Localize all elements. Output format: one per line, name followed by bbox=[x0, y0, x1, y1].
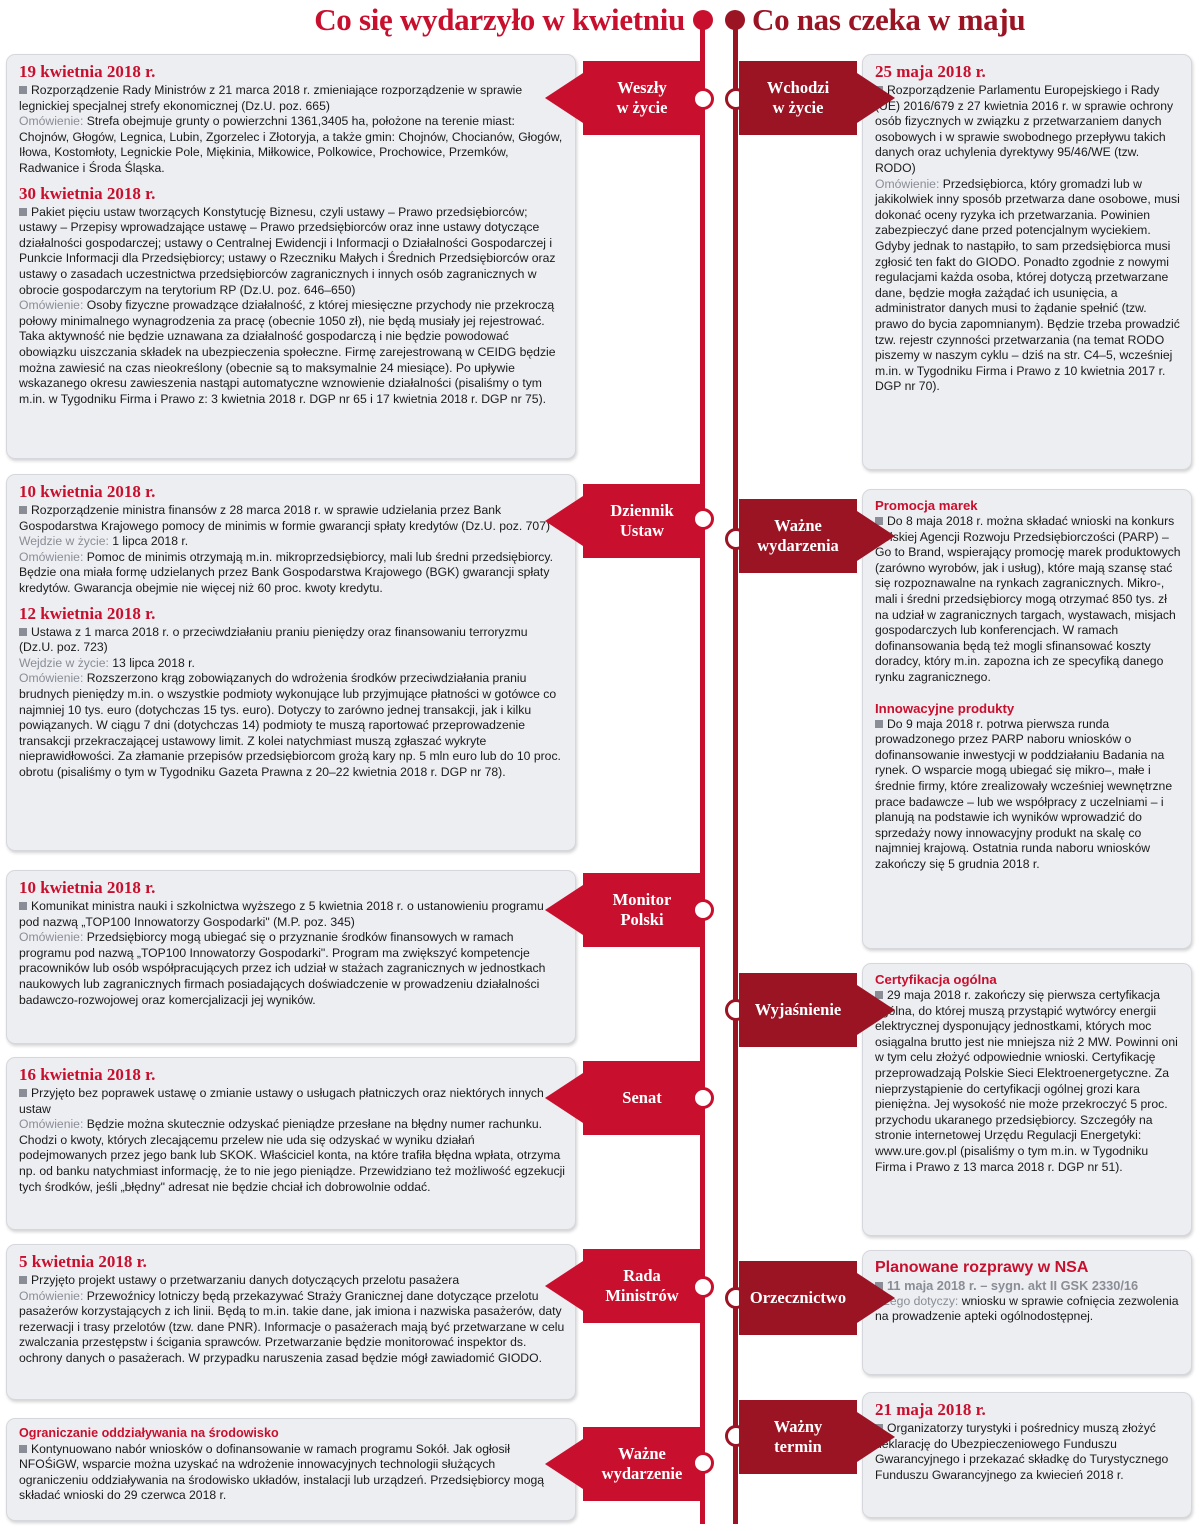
entry-text: Do 9 maja 2018 r. potrwa pierwsza runda prowadzonego przez PARP naboru wniosków o dofinansowanie inwestycji w poddziałaniu Badania na rynek. O wsparcie mogą ubiegać się mikro–, małe i średnie firmy, które zrealizowały wcześniej wewnętrzne prace badawcze – lub we współpracy z uczelniami – i planują na podstawie ich wyników wprowadzić do sprzedaży nowy innowacyjny produkt na skalę co najmniej krajową. Ostatnia runda naboru wniosków zakończy się 5 grudnia 2018 r. bbox=[875, 716, 1173, 871]
arrow-pointer-icon bbox=[857, 73, 895, 123]
timeline-node-icon bbox=[692, 508, 714, 530]
entry-omowienie: Omówienie: Rozszerzono krąg zobowiązanych do wdrożenia środków przeciwdziałania praniu brudnych pieniędzy m.in. o wszystkie podmioty wykonujące lub przyjmujące płatności w gotówce co najmniej 10 tys. euro (dotychczas 15 tys. euro). Dotyczy to zarówno jednej transakcji, jak i kilku powiązanych. W ciągu 7 dni (dotychczas 14) podmioty te muszą raportować przeprowadzenie transakcji przekraczającej ustawowy limit. Z kolei natychmiast muszą zgłaszać wykryte nieprawidłowości. Za złamanie przepisów przedsiębiorcom grożą kary np. 5 mln euro lub do 10 proc. obrotu (pisaliśmy o tym w Tygodniku Gazeta Prawna z 20–22 kwietnia 2018 r. DGP nr 78). bbox=[19, 671, 561, 779]
entry-omowienie: Omówienie: Będzie można skutecznie odzyskać pieniądze przesłane na błędny numer rachunku. Chodzi o kwoty, których zlecającemu przelew nie uda się odzyskać w wyniku działań podejmowanych przez jego bank lub SKOK. Właściciel konta, na które trafiła błędna wpłata, otrzyma np. od banku natychmiast informację, że to nie jego pieniądze. Przewidziano też możliwość egzekucji tych środków, jeśli „błędny" adresat nie będzie chciał ich dobrowolnie oddać. bbox=[19, 1117, 566, 1194]
entry-date: 25 maja 2018 r. bbox=[875, 62, 986, 81]
wchodzi-w-zycie-card bbox=[862, 54, 1192, 470]
weszly-w-zycie-card bbox=[6, 54, 576, 459]
entry-omowienie: Omówienie: Strefa obejmuje grunty o powierzchni 1361,3405 ha, położone na terenie miast: Chojnów, Głogów, Legnica, Lubin, Zgorzelec i Złotoryja, a także gmin: Chojnów, Chocianów, Głogów, Iłowa, Kostomłoty, Legnickie Pole, Miękinia, Miłkowice, Polkowice, Prochowice, Przemków, Radwanice i Środa Śląska. bbox=[19, 114, 563, 175]
senat-card bbox=[6, 1057, 576, 1230]
entry-omowienie: Omówienie: Przedsiębiorca, który gromadzi lub w jakikolwiek inny sposób przetwarza dane osobowe, musi dokonać oceny ryzyka ich przetwarzania. Powinien zabezpieczyć dane przed potencjalnym wyciekiem. Gdyby jednak to nastąpiło, to sam przedsiębiorca musi zgłosić ten fakt do GIODO. Ponadto zgodnie z nowymi regulacjami każda osoba, której dotyczą przetwarzane dane, będzie mogła zażądać ich usunięcia, a administrator danych musi to żądanie spełnić (tzw. prawo do bycia zapomnianym). Będzie trzeba prowadzić tzw. rejestr czynności przetwarzania (na temat RODO piszemy w naszym cyklu – dziś na str. C4–5, wcześniej m.in. w Tygodniku Firma i Prawo z 10 kwietnia 2017 r. DGP nr 70). bbox=[875, 176, 1180, 394]
entry-omowienie: Omówienie: Przedsiębiorcy mogą ubiegać się o przyznanie środków finansowych w ramach programu pod nazwą „TOP100 Innowatorzy Gospodarki". Program ma zwiększyć kompetencje pracowników lub osób współpracujących przez ich udział w stażach zagranicznych w jednostkach naukowych lub zagranicznych firmach posiadających doświadczenie w prowadzeniu działalności badawczo-rozwojowej oraz komercjalizacji jej wyników. bbox=[19, 930, 546, 1007]
arrow-pointer-icon bbox=[857, 1273, 895, 1323]
bullet-square-icon bbox=[875, 720, 883, 728]
right-title: Co nas czeka w maju bbox=[752, 2, 1026, 37]
entry-date: 21 maja 2018 r. bbox=[875, 1400, 986, 1419]
entry-text: Komunikat ministra nauki i szkolnictwa wyższego z 5 kwietnia 2018 r. o ustanowieniu programu pod nazwą „TOP100 Innowatorzy Gospodarki" (M.P. poz. 345) bbox=[19, 899, 544, 929]
entry-text: Rozporządzenie Parlamentu Europejskiego i Rady (UE) 2016/679 z 27 kwietnia 2016 r. w sprawie ochrony osób fizycznych w związku z przetwarzaniem danych osobowych i w sprawie swobodnego przepływu takich danych oraz uchylenia dyrektywy 95/46/WE (tzw. RODO) bbox=[875, 83, 1174, 175]
arrow-pointer-icon bbox=[545, 496, 583, 546]
tag-dziennik-ustaw: Dziennik Ustaw bbox=[583, 484, 701, 558]
wazny-termin-card bbox=[862, 1392, 1192, 1518]
wazne-wydarzenie-card bbox=[6, 1418, 576, 1521]
entry-text: Przyjęto projekt ustawy o przetwarzaniu danych dotyczących przelotu pasażera bbox=[19, 1273, 565, 1289]
entry-date: 19 kwietnia 2018 r. bbox=[19, 62, 156, 81]
entry-omowienie: Omówienie: Przewoźnicy lotniczy będą przekazywać Straży Granicznej dane dotyczące przelotu pasażerów korzystających z ich linii. Będą to m.in. takie dane, jak imiona i nazwiska pasażerów, daty rezerwacji i trasy przelotów (tzw. dane PNR). Informacje o pasażerach mają być przetwarzane w celu zwalczania przestępstw i ścigania sprawców. Przetwarzanie będzie monitorować inspektor ds. ochrony danych o pasażerach. W przypadku naruszenia zasad będzie mógł zawiadomić GIODO. bbox=[19, 1288, 565, 1365]
entry-text: Pakiet pięciu ustaw tworzących Konstytucję Biznesu, czyli ustawy – Prawo przedsiębiorców; ustawy – Przepisy wprowadzające ustawę – Prawo przedsiębiorców oraz inne ustawy dotyczące działalności gospodarczej; ustawy o Centralnej Ewidencji i Informacji o Działalności Gospodarczej i Punkcie Informacji dla Przedsiębiorcy; ustawy o Rzeczniku Małych i Średnich Przedsiębiorców oraz ustawy o zasadach uczestnictwa przedsiębiorców zagranicznych i innych osób zagranicznych w obrocie gospodarczym na terytorium RP (Dz.U. poz. 646–650) bbox=[19, 204, 556, 297]
arrow-pointer-icon bbox=[545, 73, 583, 123]
timeline-node-icon bbox=[692, 1276, 714, 1298]
entry-czego-dotyczy: Czego dotyczy: wniosku w sprawie cofnięcia zezwolenia na prowadzenie apteki ogólnodostępnej. bbox=[875, 1293, 1179, 1324]
entry-date: 10 kwietnia 2018 r. bbox=[19, 482, 156, 501]
entry-wejscie: Wejdzie w życie: 1 lipca 2018 r. bbox=[19, 534, 189, 549]
entry-date: 5 kwietnia 2018 r. bbox=[19, 1252, 147, 1271]
entry-date: 30 kwietnia 2018 r. bbox=[19, 183, 156, 203]
tag-weszly-w-zycie: Weszły w życie bbox=[583, 61, 701, 135]
bullet-square-icon bbox=[19, 506, 27, 514]
tag-rada-ministrow: Rada Ministrów bbox=[583, 1249, 701, 1323]
bullet-square-icon bbox=[19, 208, 27, 216]
entry-title: Planowane rozprawy w NSA bbox=[875, 1259, 1089, 1276]
monitor-polski-card bbox=[6, 870, 576, 1044]
arrow-pointer-icon bbox=[857, 1412, 895, 1462]
entry-title: Innowacyjne produkty bbox=[875, 700, 1015, 716]
timeline-node-icon bbox=[692, 1087, 714, 1109]
entry-date: 12 kwietnia 2018 r. bbox=[19, 603, 156, 623]
entry-omowienie: Omówienie: Osoby fizyczne prowadzące działalność, z której miesięczne przychody nie przekroczą połowy minimalnego wynagrodzenia za pracę (obecnie 1050 zł), nie będą musiały jej rejestrować. Taka aktywność nie będzie uznawana za działalność gospodarczą i nie będzie powodować obowiązku uiszczania składek na ubezpieczenia społeczne. Firmę zarejestrowaną w CEIDG będzie można zawiesić na czas nieokreślony (obecnie są to maksymalnie 24 miesiące). Po upływie wskazanego okresu zawieszenia nastąpi automatyczne wznowienie działalności (pisaliśmy o tym m.in. w Tygodniku Firma i Prawo z: 3 kwietnia 2018 r. DGP nr 65 i 17 kwietnia 2018 r. DGP nr 75). bbox=[19, 298, 556, 406]
wyjasnienie-card bbox=[862, 963, 1192, 1236]
left-title: Co się wydarzyło w kwietniu bbox=[314, 2, 685, 37]
tag-orzecznictwo: Orzecznictwo bbox=[739, 1261, 857, 1335]
timeline-node-icon bbox=[692, 1452, 714, 1474]
entry-title: Ograniczanie oddziaływania na środowisko bbox=[19, 1426, 279, 1440]
wazne-wydarzenia-card bbox=[862, 489, 1192, 949]
tag-wazne-wydarzenia: Ważne wydarzenia bbox=[739, 499, 857, 573]
arrow-pointer-icon bbox=[857, 985, 895, 1035]
orzecznictwo-card bbox=[862, 1250, 1192, 1375]
entry-date: 10 kwietnia 2018 r. bbox=[19, 878, 156, 897]
header bbox=[0, 0, 1200, 46]
entry-text: Kontynuowano nabór wniosków o dofinansowanie w ramach programu Sokół. Jak ogłosił NFOŚiGW, wsparcie można uzyskać na wdrożenie innowacyjnych technologii służących ograniczeniu oddziaływania na środowisko układów, instalacji lub urządzeń. Przedsiębiorcy mogą składać wnioski do 29 czerwca 2018 r. bbox=[19, 1441, 545, 1503]
entry-text: Ustawa z 1 marca 2018 r. o przeciwdziałaniu praniu pieniędzy oraz finansowaniu terroryzmu (Dz.U. poz. 723) bbox=[19, 624, 528, 655]
bullet-square-icon bbox=[19, 1089, 27, 1097]
arrow-pointer-icon bbox=[857, 511, 895, 561]
bullet-square-icon bbox=[19, 902, 27, 910]
entry-text: Organizatorzy turystyki i pośrednicy muszą złożyć deklarację do Ubezpieczeniowego Funduszu Gwarancyjnego i przekazać składkę do Turystycznego Funduszu Gwarancyjnego za kwiecień 2018 r. bbox=[875, 1421, 1169, 1482]
bullet-square-icon bbox=[19, 1276, 27, 1284]
entry-omowienie: Omówienie: Pomoc de minimis otrzymają m.in. mikroprzedsiębiorcy, mali lub średni przedsiębiorcy. Będzie ona miała formę udzielanych przez Bank Gospodarstwa Krajowego (BGK) gwarancji spłaty kredytów. Gwarancja obejmie nie więcej niż 60 proc. kwoty kredytu. bbox=[19, 549, 553, 595]
timeline-node-icon bbox=[692, 88, 714, 110]
bullet-square-icon bbox=[19, 1445, 27, 1453]
rada-ministrow-card bbox=[6, 1244, 576, 1400]
entry-wejscie: Wejdzie w życie: 13 lipca 2018 r. bbox=[19, 655, 195, 670]
tag-wyjasnienie: Wyjaśnienie bbox=[739, 973, 857, 1047]
dziennik-ustaw-card bbox=[6, 474, 576, 851]
tag-senat: Senat bbox=[583, 1061, 701, 1135]
arrow-pointer-icon bbox=[545, 1073, 583, 1123]
bullet-square-icon bbox=[19, 628, 27, 636]
entry-title: Promocja marek bbox=[875, 498, 978, 513]
entry-text: Przyjęto bez poprawek ustawę o zmianie ustawy o usługach płatniczych oraz niektórych innych ustaw bbox=[19, 1086, 544, 1116]
arrow-pointer-icon bbox=[545, 1261, 583, 1311]
entry-text: Rozporządzenie ministra finansów z 28 marca 2018 r. w sprawie udzielania przez Bank Gospodarstwa Krajowego pomocy de minimis w formie gwarancji spłaty kredytów (Dz.U. poz. 707) bbox=[19, 503, 551, 533]
arrow-pointer-icon bbox=[545, 885, 583, 935]
entry-date: 16 kwietnia 2018 r. bbox=[19, 1065, 156, 1084]
entry-text: Do 8 maja 2018 r. można składać wnioski na konkurs Polskiej Agencji Rozwoju Przedsiębiorczości (PARP) – Go to Brand, wspierający promocję marek produktowych (zarówno wyrobów, jak i usług), które mają szansę stać się rozpoznawalne na rynkach zagranicznych. Mikro-, mali i średni przedsiębiorcy mogą otrzymać 850 tys. zł na udział w zagranicznych targach, wystawach, misjach gospodarczych lub konferencjach. W ramach dofinansowania będą też mogli sfinansować koszty doradcy, który m.in. zapozna ich ze specyfiką danego rynku zagranicznego. bbox=[875, 514, 1181, 684]
timeline-node-icon bbox=[692, 899, 714, 921]
tag-wchodzi-w-zycie: Wchodzi w życie bbox=[739, 61, 857, 135]
tag-monitor-polski: Monitor Polski bbox=[583, 873, 701, 947]
tag-wazne-wydarzenie: Ważne wydarzenie bbox=[583, 1427, 701, 1501]
arrow-pointer-icon bbox=[545, 1439, 583, 1489]
bullet-square-icon bbox=[19, 86, 27, 94]
entry-text: Rozporządzenie Rady Ministrów z 21 marca 2018 r. zmieniające rozporządzenie w sprawie legnickiej specjalnej strefy ekonomicznej (Dz.U. poz. 665) bbox=[19, 83, 523, 113]
entry-title: Certyfikacja ogólna bbox=[875, 972, 997, 987]
case-number: 11 maja 2018 r. – sygn. akt II GSK 2330/16 bbox=[875, 1278, 1181, 1294]
entry-text: 29 maja 2018 r. zakończy się pierwsza certyfikacja ogólna, do której muszą przystąpić wytwórcy energii elektrycznej dysponujący jednostkami, których moc osiągalna brutto jest nie mniejsza niż 2 MW. Powinni oni w tym celu złożyć odpowiednie wnioski. Certyfikację przeprowadzają Polskie Sieci Elektroenergetyczne. Za nieprzystąpienie do certyfikacji ogólnej grozi kara pieniężna. Jej wysokość nie może przekroczyć 5 proc. przychodu ukaranego przedsiębiorcy. Szczegóły na stronie internetowej Urzędu Regulacji Energetyki: www.ure.gov.pl (pisaliśmy o tym m.in. w Tygodniku Firma i Prawo z 13 marca 2018 r. DGP nr 51). bbox=[875, 988, 1178, 1174]
tag-wazny-termin: Ważny termin bbox=[739, 1400, 857, 1474]
